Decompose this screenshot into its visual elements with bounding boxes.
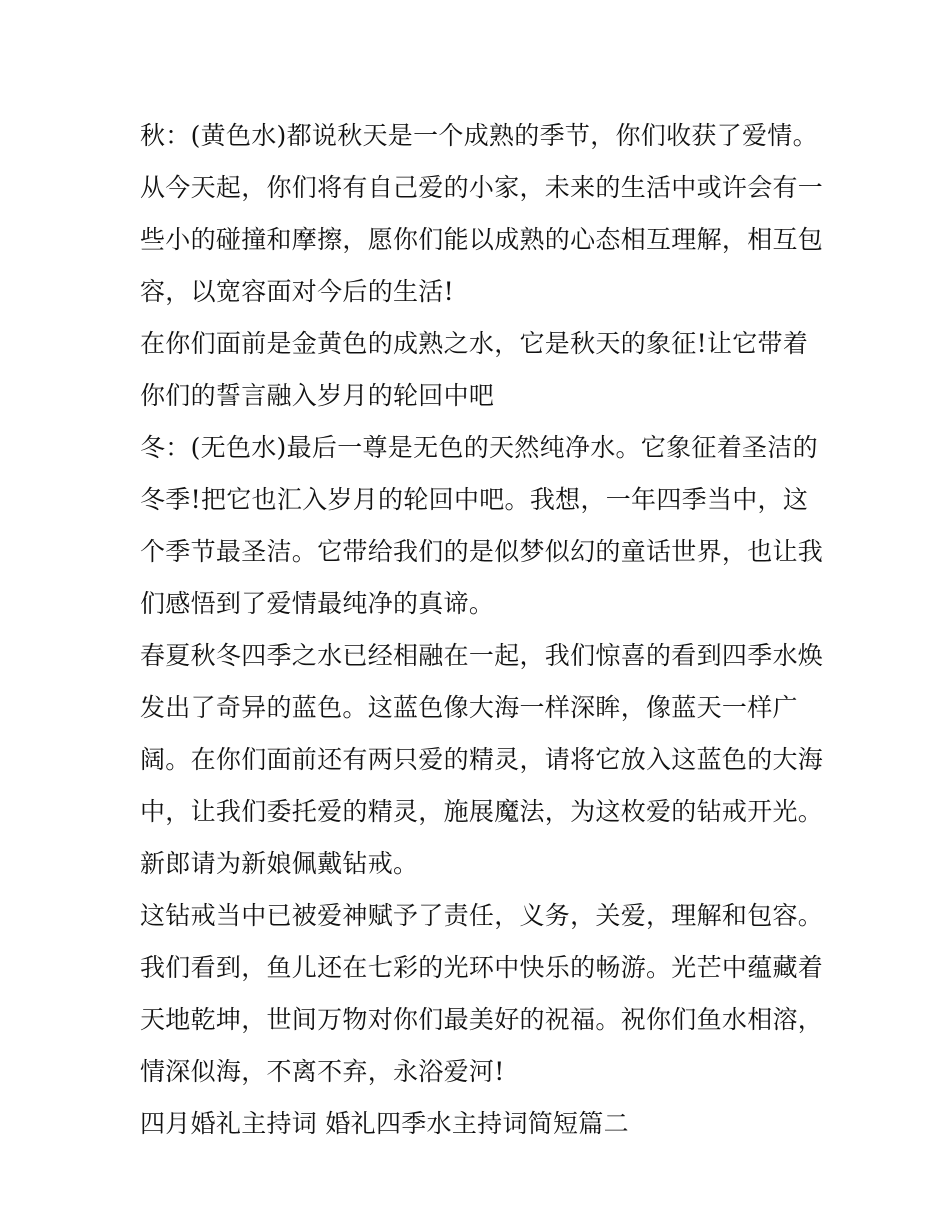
text-line: 们感悟到了爱情最纯净的真谛。 bbox=[140, 589, 495, 618]
text-line: 个季节最圣洁。它带给我们的是似梦似幻的童话世界，也让我 bbox=[140, 537, 824, 566]
text-line: 你们的誓言融入岁月的轮回中吧 bbox=[140, 381, 495, 410]
text-line: 从今天起，你们将有自己爱的小家，未来的生活中或许会有一 bbox=[140, 173, 824, 202]
text-line: 情深似海，不离不弃，永浴爱河! bbox=[140, 1057, 505, 1086]
text-line: 我们看到，鱼儿还在七彩的光环中快乐的畅游。光芒中蕴藏着 bbox=[140, 953, 824, 982]
text-line: 新郎请为新娘佩戴钻戒。 bbox=[140, 849, 419, 878]
text-line: 中，让我们委托爱的精灵，施展魔法，为这枚爱的钻戒开光。 bbox=[140, 797, 824, 826]
text-line: 些小的碰撞和摩擦，愿你们能以成熟的心态相互理解，相互包 bbox=[140, 225, 824, 254]
text-line: 在你们面前是金黄色的成熟之水，它是秋天的象征!让它带着 bbox=[140, 329, 809, 358]
section-heading: 四月婚礼主持词 婚礼四季水主持词简短篇二 bbox=[140, 1109, 629, 1138]
text-line: 春夏秋冬四季之水已经相融在一起，我们惊喜的看到四季水焕 bbox=[140, 641, 824, 670]
text-line: 秋：(黄色水)都说秋天是一个成熟的季节，你们收获了爱情。 bbox=[140, 121, 818, 150]
text-line: 这钻戒当中已被爱神赋予了责任，义务，关爱，理解和包容。 bbox=[140, 901, 824, 930]
text-line: 容，以宽容面对今后的生活! bbox=[140, 277, 454, 306]
text-line: 阔。在你们面前还有两只爱的精灵，请将它放入这蓝色的大海 bbox=[140, 745, 824, 774]
text-line: 发出了奇异的蓝色。这蓝色像大海一样深眸，像蓝天一样广 bbox=[140, 693, 798, 722]
text-line: 冬：(无色水)最后一尊是无色的天然纯净水。它象征着圣洁的 bbox=[140, 433, 818, 462]
document-body bbox=[140, 110, 824, 1150]
text-line: 天地乾坤，世间万物对你们最美好的祝福。祝你们鱼水相溶， bbox=[140, 1005, 824, 1034]
text-line: 冬季!把它也汇入岁月的轮回中吧。我想，一年四季当中，这 bbox=[140, 485, 809, 514]
